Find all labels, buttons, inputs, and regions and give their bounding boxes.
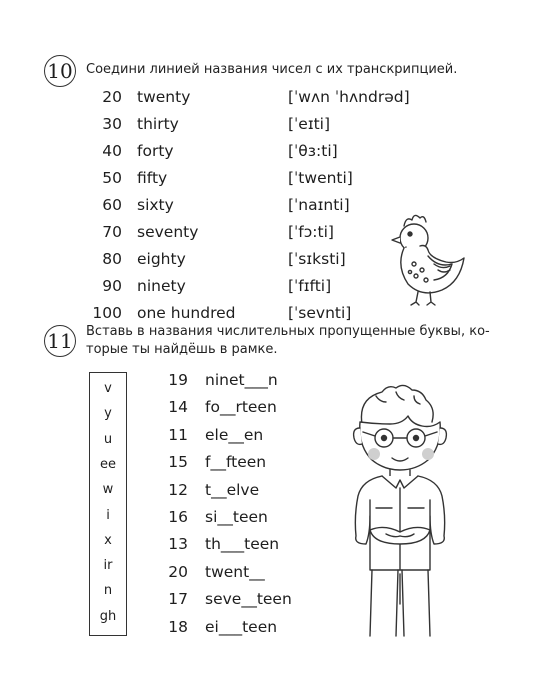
number-digits: 13 (168, 535, 188, 554)
number-digits: 70 (102, 223, 122, 241)
number-word[interactable]: ninety (137, 277, 186, 295)
number-digits: 19 (168, 371, 188, 389)
number-digits: 60 (102, 196, 122, 214)
transcription[interactable]: [ˈθɜ:ti] (288, 142, 338, 160)
exercise-10-number-text: 10 (47, 59, 73, 83)
transcription[interactable]: [ˈnaɪnti] (288, 196, 350, 214)
letter-option: gh (99, 608, 117, 624)
exercise-11-number (44, 325, 76, 357)
number-digits: 14 (168, 398, 188, 417)
exercise-11-number-text: 11 (47, 329, 73, 353)
hen-illustration (382, 212, 472, 308)
number-digits: 17 (168, 590, 188, 609)
letter-option: w (102, 482, 114, 498)
number-digits: 20 (168, 562, 188, 581)
word-with-gaps[interactable]: si__teen (205, 508, 268, 526)
word-with-gaps[interactable]: t__elve (205, 480, 260, 499)
number-digits: 18 (168, 617, 188, 636)
exercise-10-instruction: Соедини линией названия чисел с их транскрипцией. (86, 62, 458, 77)
number-digits: 40 (102, 142, 122, 160)
letter-box (89, 372, 127, 636)
number-digits: 15 (168, 453, 188, 472)
word-with-gaps[interactable]: ei___teen (205, 617, 278, 636)
exercise-11-instruction-line2: торые ты найдёшь в рамке. (86, 342, 278, 357)
transcription[interactable]: [ˈfɔ:ti] (288, 223, 334, 241)
number-word[interactable]: fifty (137, 169, 168, 187)
number-digits: 90 (102, 277, 122, 295)
word-with-gaps[interactable]: twent__ (205, 562, 265, 581)
letter-option: n (103, 583, 113, 599)
number-word[interactable]: thirty (137, 115, 179, 133)
number-digits: 100 (92, 304, 122, 322)
number-digits: 12 (168, 480, 188, 499)
word-with-gaps[interactable]: ninet___n (205, 371, 278, 389)
number-word[interactable]: seventy (137, 223, 199, 241)
transcription[interactable]: [ˈfɪfti] (288, 277, 332, 295)
word-with-gaps[interactable]: seve__teen (205, 590, 292, 609)
transcription[interactable]: [ˈsevnti] (288, 304, 352, 322)
number-word[interactable]: sixty (137, 196, 174, 214)
boy-illustration (336, 384, 462, 640)
number-digits: 20 (102, 88, 122, 106)
word-with-gaps[interactable]: fo__rteen (205, 398, 277, 417)
word-with-gaps[interactable]: ele__en (205, 425, 264, 444)
number-digits: 50 (102, 169, 122, 187)
letter-option: ee (100, 456, 116, 472)
number-digits: 30 (102, 115, 122, 133)
word-with-gaps[interactable]: f__fteen (205, 453, 267, 472)
number-digits: 80 (102, 250, 122, 268)
letter-option: u (103, 431, 113, 447)
word-with-gaps[interactable]: th___teen (205, 535, 280, 554)
number-word[interactable]: twenty (137, 88, 191, 106)
letter-option: y (104, 406, 112, 422)
transcription[interactable]: [ˈtwenti] (288, 169, 353, 187)
letter-option: x (104, 532, 112, 548)
transcription[interactable]: [ˈeɪti] (288, 115, 331, 133)
number-word[interactable]: one hundred (137, 304, 236, 322)
number-digits: 16 (168, 508, 188, 526)
letter-option: v (104, 381, 112, 396)
exercise-10-number (44, 55, 76, 87)
number-word[interactable]: forty (137, 142, 174, 160)
letter-option: i (106, 507, 110, 523)
exercise-11-instruction-line1: Вставь в названия числительных пропущенные буквы, ко- (86, 324, 490, 339)
letter-option: ir (103, 558, 113, 574)
transcription[interactable]: [ˈwʌn ˈhʌndrəd] (288, 88, 410, 106)
transcription[interactable]: [ˈsɪksti] (288, 250, 346, 268)
number-digits: 11 (168, 425, 188, 444)
number-word[interactable]: eighty (137, 250, 186, 268)
